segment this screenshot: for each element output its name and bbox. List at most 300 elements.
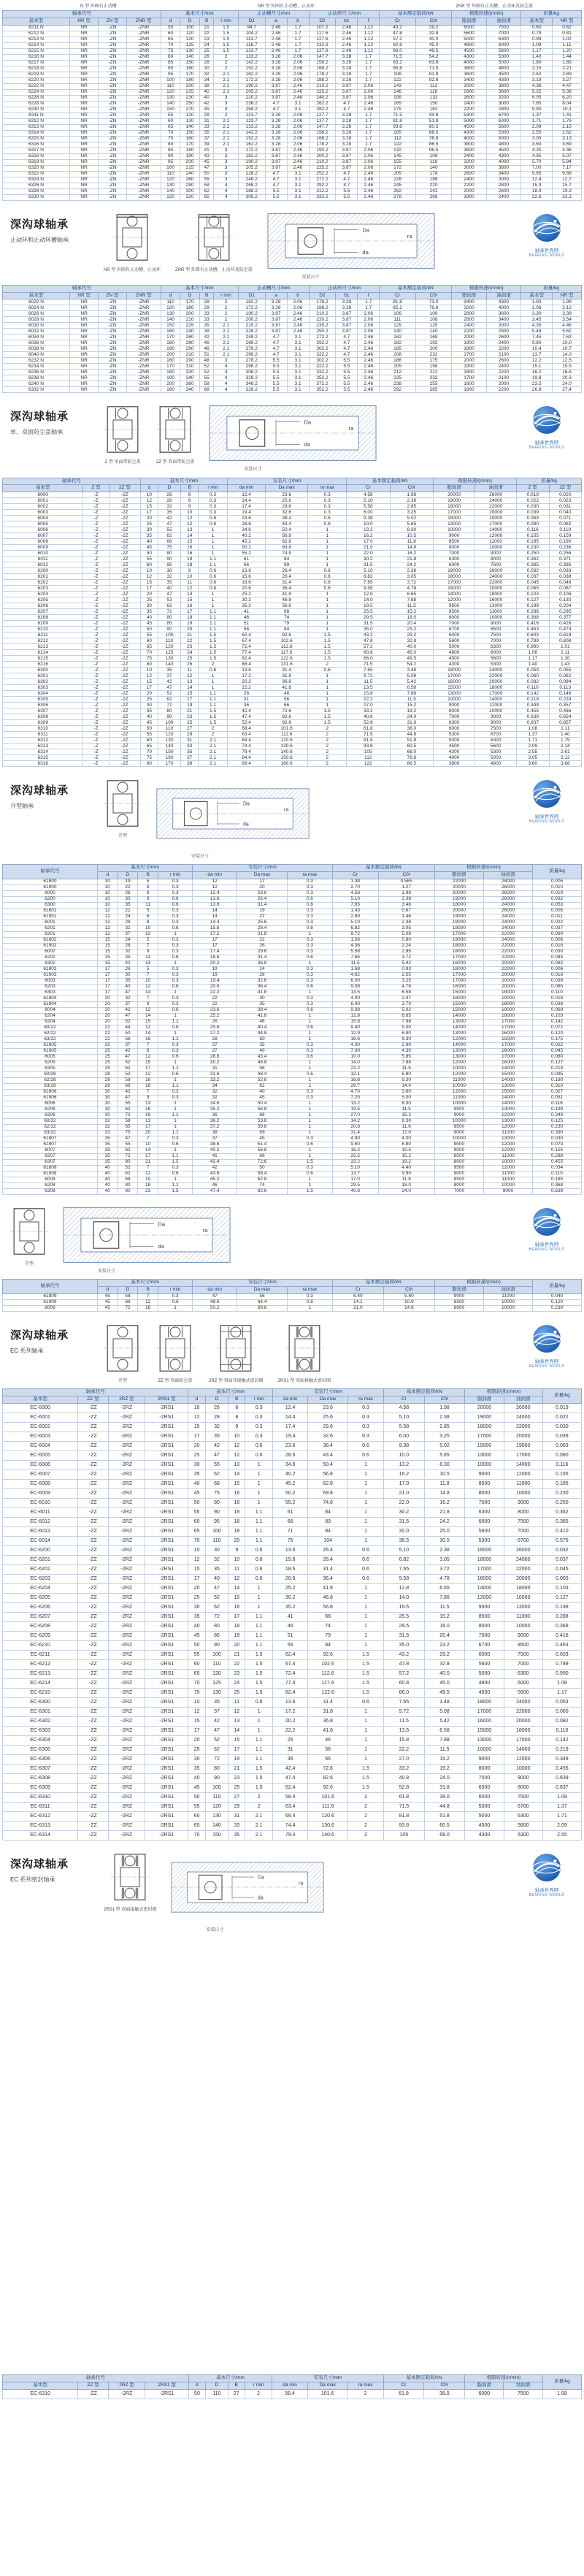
value-cell: 4.25	[521, 148, 553, 153]
value-cell: 6700	[486, 112, 520, 118]
value-cell: 90	[205, 1640, 228, 1650]
column-header: d	[141, 485, 158, 492]
value-cell: 3.72	[424, 1564, 465, 1574]
value-cell: 0.155	[533, 1148, 582, 1154]
value-cell: 48.6	[193, 1299, 237, 1305]
table-row	[3, 1189, 582, 1195]
bearing-code-cell: 6208	[3, 1183, 98, 1189]
value-cell: 1	[158, 1177, 192, 1183]
value-cell: 17000	[434, 673, 475, 679]
value-cell: -2Z	[109, 597, 140, 603]
value-cell: 60	[161, 31, 180, 37]
table-row	[3, 335, 582, 340]
value-cell: 4.78	[390, 586, 434, 592]
value-cell: 130	[158, 738, 181, 744]
value-cell: -ZNR	[126, 381, 161, 387]
value-cell: 65	[161, 124, 180, 130]
table-row	[3, 381, 582, 387]
table-row	[3, 679, 582, 685]
value-cell: 31.4	[265, 668, 307, 673]
value-cell: -Z	[83, 662, 109, 668]
value-cell: 150	[158, 749, 181, 755]
value-cell: 40.0	[424, 1669, 465, 1678]
value-cell: 69.4	[272, 1811, 307, 1821]
bearing-code-cell: 6307	[3, 708, 83, 714]
value-cell: 140	[158, 744, 181, 749]
value-cell: 0.127	[542, 1593, 581, 1602]
value-cell: 2.46	[336, 48, 358, 54]
column-header: Cr	[384, 1396, 425, 1403]
value-cell: 17000	[465, 1707, 504, 1716]
table-row	[3, 171, 582, 177]
value-cell: 1.41	[553, 112, 582, 118]
value-cell: 240	[180, 171, 200, 177]
value-cell: 54.2	[390, 662, 434, 668]
value-cell: 19	[181, 621, 199, 627]
value-cell: 7500	[504, 1650, 542, 1659]
value-cell: 1.7	[287, 31, 309, 37]
value-cell: 26000	[483, 885, 532, 891]
site-logo	[520, 778, 574, 824]
bearing-code-cell: 6306	[3, 703, 83, 708]
value-cell: 15	[188, 1564, 205, 1574]
value-cell: 0.3	[308, 504, 347, 510]
value-cell: 22.2	[228, 685, 266, 691]
value-cell: -ZZ	[78, 1631, 108, 1640]
value-cell: 11.5	[390, 697, 434, 703]
value-cell: 143	[380, 83, 416, 89]
value-cell: 3.60	[521, 142, 553, 148]
value-cell: 26	[118, 891, 138, 897]
bearing-code-cell: EC-6004	[3, 1441, 78, 1451]
value-cell: 50.4	[308, 1460, 348, 1469]
value-cell: 50	[237, 1037, 288, 1043]
value-cell: 0.3	[287, 944, 332, 949]
value-cell: 5.5	[265, 375, 287, 381]
value-cell: 45	[141, 545, 158, 551]
value-cell: 3	[214, 358, 238, 364]
value-cell: 13.6	[193, 897, 237, 903]
table-row	[3, 95, 582, 101]
bearing-code-cell: 60/28	[3, 1072, 98, 1078]
value-cell: 255	[415, 381, 452, 387]
value-cell: 140	[161, 101, 180, 107]
value-cell: -ZNR	[126, 37, 161, 42]
column-header: Cr	[332, 1287, 383, 1294]
value-cell: 1	[287, 1154, 332, 1160]
value-cell: 0.230	[542, 1488, 581, 1498]
value-cell: 31	[199, 118, 214, 124]
value-cell: 12	[228, 1574, 245, 1583]
value-cell: 108	[415, 153, 452, 159]
value-cell: 1	[287, 1107, 332, 1113]
value-cell: 3.45	[521, 317, 553, 323]
value-cell: 133.2	[238, 54, 265, 60]
site-logo	[520, 1323, 574, 1369]
value-cell: 11000	[483, 1131, 532, 1136]
value-cell: 3.28	[336, 299, 358, 305]
value-cell: 41.8	[308, 1726, 348, 1735]
section-header-shielded	[0, 395, 584, 477]
value-cell: 27	[181, 726, 199, 732]
bearing-code-cell: 6305	[3, 1066, 98, 1072]
value-cell: 2800	[452, 311, 486, 317]
value-cell: 2.09	[542, 1821, 581, 1830]
value-cell: 3.12	[549, 755, 581, 761]
value-cell: 101.6	[307, 2389, 347, 2399]
value-cell: 100	[205, 1783, 228, 1792]
value-cell: -ZNR	[126, 323, 161, 329]
value-cell: 1900	[452, 364, 486, 370]
value-cell: 20.6	[272, 1574, 307, 1583]
value-cell: 30	[97, 1096, 118, 1101]
value-cell: 4.7	[336, 171, 358, 177]
value-cell: 90	[118, 1189, 138, 1195]
header-row	[3, 1389, 582, 1396]
value-cell: 178.2	[309, 72, 336, 77]
value-cell: NR	[69, 124, 99, 130]
value-cell: -2RS1	[145, 1821, 188, 1830]
value-cell: 31	[272, 1745, 307, 1754]
value-cell: 7000	[465, 1631, 504, 1640]
value-cell: 3000	[486, 323, 520, 329]
value-cell: 2.90	[378, 1043, 434, 1049]
value-cell: 16.2	[390, 551, 434, 557]
value-cell: 71.5	[380, 54, 416, 60]
value-cell: 1	[287, 1183, 332, 1189]
value-cell: 55.2	[228, 551, 266, 557]
bearing-code-cell: 6005	[3, 521, 83, 527]
value-cell: 32	[158, 504, 181, 510]
value-cell: 15000	[434, 1002, 483, 1008]
value-cell: 40.0	[390, 644, 434, 650]
value-cell: 57.2	[380, 37, 416, 42]
value-cell: NR	[69, 37, 99, 42]
value-cell: 14000	[434, 1014, 483, 1020]
value-cell: 62.8	[308, 1479, 348, 1488]
value-cell: 10000	[434, 697, 475, 703]
value-cell: 16000	[434, 586, 475, 592]
section-header-snap-ring	[0, 203, 584, 285]
value-cell: 3.1	[287, 335, 309, 340]
value-cell: -2RS1	[145, 1507, 188, 1517]
value-cell: 25.5	[384, 1612, 425, 1621]
value-cell: 22.2	[347, 697, 391, 703]
value-cell: 32	[118, 949, 138, 955]
value-cell: 14000	[483, 1101, 532, 1107]
value-cell: 1.5	[214, 37, 238, 42]
bearing-code-cell: 6212	[3, 638, 83, 644]
table-row	[3, 130, 582, 136]
table-row	[3, 1669, 582, 1678]
value-cell: 40	[97, 1189, 118, 1195]
value-cell: 40	[141, 539, 158, 545]
value-cell: 42	[118, 1008, 138, 1014]
value-cell: 1.44	[553, 54, 582, 60]
bearing-contact-seal-diagram	[111, 1851, 149, 1903]
value-cell: 0.80	[378, 938, 434, 944]
value-cell: 18000	[434, 574, 475, 580]
value-cell: 5.00	[378, 1096, 434, 1101]
value-cell: 30	[97, 1090, 118, 1096]
value-cell: 17.2	[272, 1707, 307, 1716]
value-cell: 4.7	[265, 171, 287, 177]
value-cell: 0.185	[542, 1479, 581, 1488]
column-header: 止动槽尺寸/mm	[238, 11, 309, 18]
value-cell: -ZNR	[126, 352, 161, 358]
value-cell: -2Z	[109, 539, 140, 545]
column-header: b1	[336, 18, 358, 25]
value-cell: 47	[205, 1583, 228, 1593]
value-cell: 33.2	[332, 1160, 378, 1166]
value-cell: 1.1	[245, 1754, 273, 1764]
value-cell: 6700	[465, 1640, 504, 1650]
value-cell: 0.3	[199, 504, 228, 510]
value-cell: 3.1	[287, 352, 309, 358]
value-cell: 6000	[434, 632, 475, 638]
table-row	[3, 1432, 582, 1441]
value-cell: 95.8	[380, 66, 416, 72]
globe-logo-icon	[532, 779, 561, 809]
value-cell: 15000	[434, 685, 475, 691]
value-cell: 1	[245, 1707, 273, 1716]
value-cell: 1	[287, 1113, 332, 1119]
value-cell: 3.87	[265, 153, 287, 159]
value-cell: 22	[97, 1031, 118, 1037]
value-cell: -2RS1	[145, 1602, 188, 1612]
table-row	[3, 504, 582, 510]
value-cell: 1	[287, 1060, 332, 1066]
value-cell: 43.2	[384, 1650, 425, 1659]
value-cell: 2800	[452, 89, 486, 95]
value-cell: 1.43	[549, 662, 581, 668]
value-cell: -2Z	[109, 697, 140, 703]
value-cell: 1.40	[517, 662, 549, 668]
value-cell: 9.90	[378, 1172, 434, 1177]
value-cell: 0.3	[158, 1293, 192, 1299]
value-cell: 12.7	[553, 177, 582, 183]
value-cell: 0.069	[517, 516, 549, 521]
value-cell: 0.110	[533, 1172, 582, 1177]
value-cell: 25	[181, 720, 199, 726]
value-cell: 16.6	[553, 370, 582, 375]
value-cell: 7.65	[332, 903, 378, 909]
value-cell: 3400	[452, 299, 486, 305]
logo-subcaption: BEARING WORLD	[529, 446, 565, 451]
value-cell: 0.6	[245, 1451, 273, 1460]
column-header: 基本型	[3, 18, 70, 25]
value-cell: 16.2	[347, 533, 391, 539]
value-cell: 2.46	[287, 165, 309, 171]
value-cell: 2.46	[265, 25, 287, 31]
value-cell: 2.46	[336, 25, 358, 31]
bearing-code-cell: 6038 N	[3, 346, 70, 352]
value-cell: 60	[161, 118, 180, 124]
value-cell: 8000	[465, 1621, 504, 1631]
value-cell: 2.46	[287, 153, 309, 159]
value-cell: 19.2	[390, 708, 434, 714]
value-cell: NR	[69, 171, 99, 177]
value-cell: 15.8	[347, 691, 391, 697]
value-cell: 82.6	[265, 714, 307, 720]
column-header: 极限转速/(r/min)	[465, 2374, 543, 2382]
value-cell: 130.6	[265, 744, 307, 749]
value-cell: 61.8	[383, 2389, 424, 2399]
value-cell: 31.4	[308, 1564, 348, 1574]
column-header: D2	[309, 18, 336, 25]
value-cell: 3400	[452, 77, 486, 83]
value-cell: 40	[97, 1177, 118, 1183]
value-cell: 2.1	[214, 323, 238, 329]
value-cell: 0.159	[549, 533, 581, 539]
value-cell: 24	[237, 967, 288, 973]
value-cell: 13.5	[332, 990, 378, 996]
value-cell: 192	[415, 340, 452, 346]
value-cell: 5.58	[384, 1422, 425, 1432]
diagram-caption: ZNR 型 外圈有止动槽、止动环及防尘盖	[175, 267, 253, 272]
section-title: 深沟球轴承	[10, 784, 69, 798]
value-cell: 0.3	[158, 996, 192, 1002]
value-cell: 320	[180, 194, 200, 200]
value-cell: 1	[199, 597, 228, 603]
value-cell: 50	[141, 551, 158, 557]
value-cell: 0.3	[287, 1096, 332, 1101]
value-cell: 5.42	[378, 961, 434, 967]
value-cell: 17.4	[228, 504, 266, 510]
value-cell: 332.2	[309, 370, 336, 375]
value-cell: 0.3	[287, 909, 332, 914]
value-cell: 21.8	[390, 557, 434, 562]
value-cell: 20	[141, 592, 158, 597]
value-cell: 118.7	[238, 42, 265, 48]
value-cell: 29.5	[384, 1621, 425, 1631]
value-cell: NR	[69, 317, 99, 323]
value-cell: 50	[141, 726, 158, 732]
value-cell: 1.5	[199, 650, 228, 656]
section-header-open	[0, 769, 584, 864]
value-cell: 0.011	[533, 914, 582, 920]
value-cell: 94.7	[238, 25, 265, 31]
value-cell: 16	[138, 1078, 158, 1084]
value-cell: 1.1	[199, 703, 228, 708]
value-cell: -2RS1	[145, 1488, 188, 1498]
value-cell: 2	[308, 749, 347, 755]
value-cell: 8000	[475, 557, 517, 562]
value-cell: 31.6	[193, 1072, 237, 1078]
value-cell: 2.46	[287, 89, 309, 95]
value-cell: 6.00	[332, 979, 378, 985]
value-cell: 10.0	[553, 340, 582, 346]
table-row	[3, 955, 582, 961]
value-cell: 4.7	[336, 352, 358, 358]
value-cell: 5300	[475, 749, 517, 755]
value-cell: 1.5	[308, 644, 347, 650]
diagram-mounting	[209, 404, 377, 473]
value-cell: 0.082	[542, 1716, 581, 1726]
value-cell: 1.5	[347, 1678, 383, 1688]
value-cell: 23	[199, 37, 214, 42]
column-header: 基本尺寸/mm	[141, 478, 228, 485]
value-cell: 0.230	[517, 545, 549, 551]
value-cell: 1.5	[308, 650, 347, 656]
table-row	[3, 1697, 582, 1707]
value-cell: 0.3	[347, 1422, 383, 1432]
value-cell: 21	[118, 909, 138, 914]
value-cell: 5600	[465, 1526, 504, 1536]
value-cell: 308.2	[238, 370, 265, 375]
value-cell: 0.155	[542, 1469, 581, 1479]
value-cell: 75	[188, 1688, 205, 1697]
value-cell: 2.06	[358, 329, 380, 335]
value-cell: 17.4	[193, 949, 237, 955]
value-cell: 11	[228, 1697, 245, 1707]
value-cell: 140.6	[308, 1830, 348, 1840]
value-cell: -2Z	[109, 679, 140, 685]
bearing-code-cell: EC-6213	[3, 1669, 78, 1678]
value-cell: 38.0	[424, 2389, 465, 2399]
value-cell: 1.17	[517, 656, 549, 662]
table-row	[3, 897, 582, 903]
value-cell: 104	[308, 1536, 348, 1545]
table-row	[3, 632, 582, 638]
value-cell: 20000	[465, 1403, 504, 1413]
value-cell: 2.1	[245, 1830, 273, 1840]
bearing-code-cell: EC-6303	[3, 1726, 78, 1735]
value-cell: 9.58	[384, 1574, 425, 1583]
value-cell: 0.349	[542, 1754, 581, 1764]
value-cell: 10	[97, 879, 118, 885]
value-cell: 125	[158, 650, 181, 656]
value-cell: -2Z	[109, 638, 140, 644]
value-cell: 19.5	[384, 1602, 425, 1612]
value-cell: 5300	[452, 112, 486, 118]
value-cell: 26000	[475, 492, 517, 498]
value-cell: 76.8	[415, 136, 452, 142]
value-cell: 47	[158, 521, 181, 527]
value-cell: 24000	[504, 1555, 542, 1564]
value-cell: 17	[228, 1612, 245, 1621]
value-cell: 17.4	[272, 1422, 307, 1432]
value-cell: -ZZ	[78, 1735, 108, 1745]
value-cell: -ZZ	[78, 1764, 108, 1773]
value-cell: 1.1	[199, 615, 228, 621]
value-cell: 17	[193, 938, 237, 944]
value-cell: 11.5	[424, 1602, 465, 1612]
value-cell: 130	[161, 95, 180, 101]
value-cell: 0.3	[287, 996, 332, 1002]
table-row	[3, 358, 582, 364]
value-cell: 80	[118, 1183, 138, 1189]
value-cell: 105	[384, 1830, 425, 1840]
value-cell: 0.185	[517, 539, 549, 545]
value-cell: 2	[214, 54, 238, 60]
value-cell: 15.2	[390, 609, 434, 615]
value-cell: 55	[158, 527, 181, 533]
value-cell: 1	[199, 673, 228, 679]
value-cell: 16000	[483, 1049, 532, 1055]
value-cell: -ZNR	[126, 66, 161, 72]
value-cell: 13000	[434, 1049, 483, 1055]
value-cell: 21	[199, 25, 214, 31]
value-cell: 67.4	[228, 638, 266, 644]
table-row	[3, 1745, 582, 1754]
value-cell: 0.3	[199, 498, 228, 504]
value-cell: 29.6	[237, 949, 288, 955]
table-row	[3, 1072, 582, 1078]
value-cell: 0.990	[542, 1669, 581, 1678]
bearing-code-cell: 6000	[3, 891, 98, 897]
table-row	[3, 159, 582, 165]
